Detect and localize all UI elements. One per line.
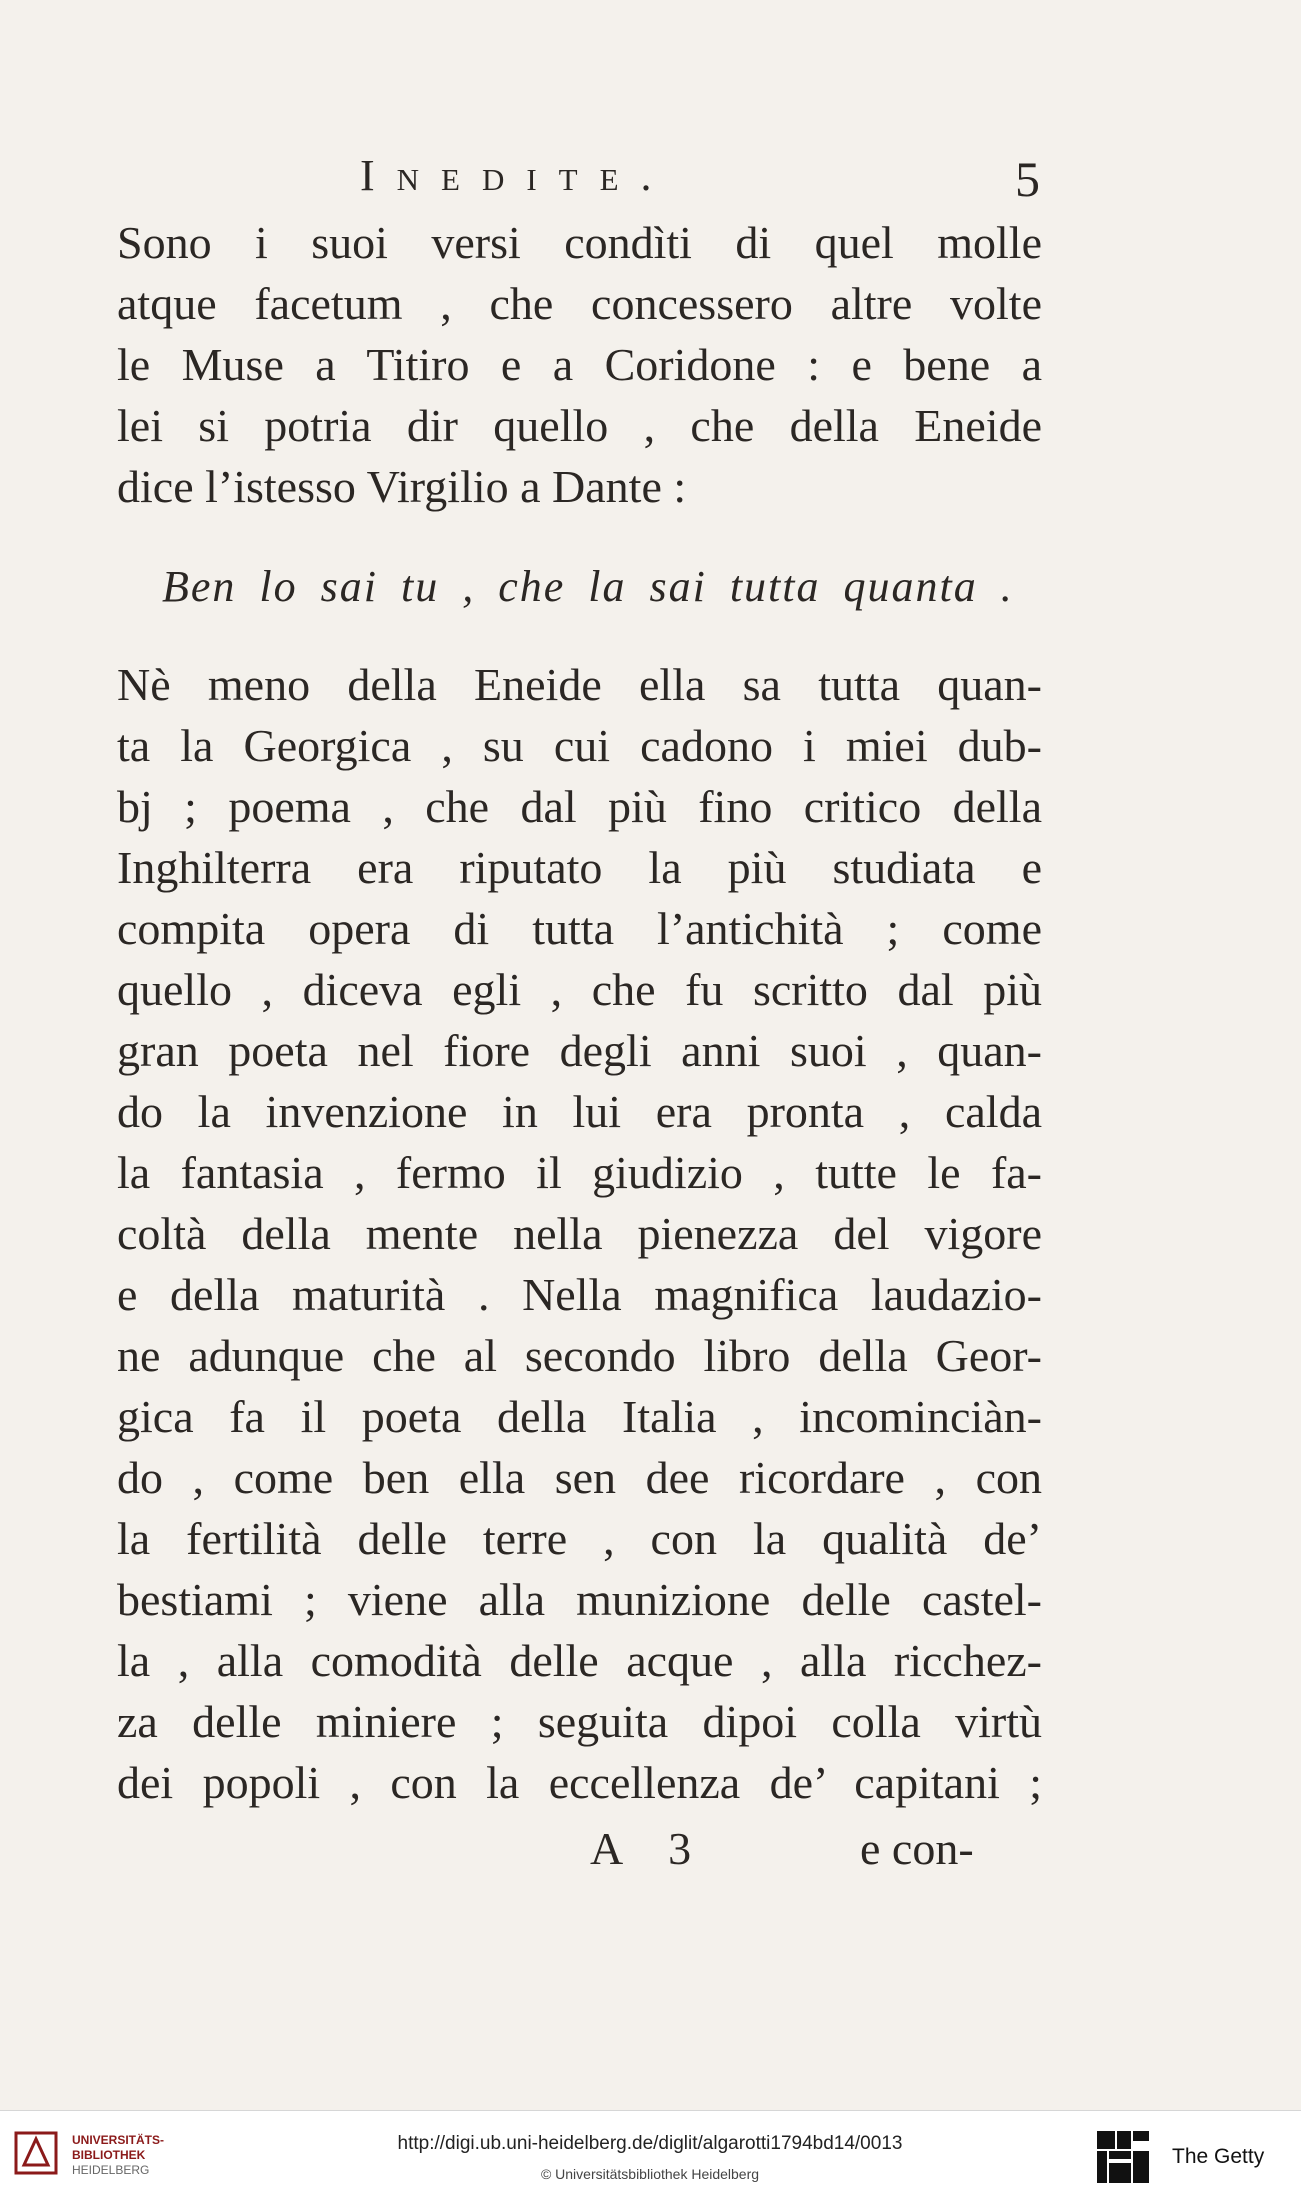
text-line: dei popoli , con la eccellenza de’ capitani ;: [117, 1757, 1042, 1808]
text-line: do la invenzione in lui era pronta , calda: [117, 1086, 1042, 1137]
text-line: bestiami ; viene alla munizione delle castel-: [117, 1574, 1042, 1625]
text-line: ta la Georgica , su cui cadono i miei dub-: [117, 720, 1042, 771]
text-line: ne adunque che al secondo libro della Geor-: [117, 1330, 1042, 1381]
text-line: do , come ben ella sen dee ricordare , con: [117, 1452, 1042, 1503]
signature-mark: A 3: [590, 1823, 710, 1874]
viewer-footer: [0, 2110, 1301, 2203]
text-line: Sono i suoi versi condìti di quel molle: [117, 217, 1042, 268]
verse-quotation: Ben lo sai tu , che la sai tutta quanta .: [162, 562, 1014, 611]
paragraph-1: [117, 212, 1042, 517]
permalink-url[interactable]: http://digi.ub.uni-heidelberg.de/diglit/algarotti1794bd14/0013: [397, 2133, 903, 2154]
page-number: 5: [1015, 151, 1040, 207]
running-head: Inedite.: [360, 151, 674, 200]
text-line: za delle miniere ; seguita dipoi colla virtù: [117, 1696, 1042, 1747]
text-line: la , alla comodità delle acque , alla ricchez-: [117, 1635, 1042, 1686]
university-library-logo-icon: [14, 2131, 58, 2175]
text-line: gica fa il poeta della Italia , incominciàn-: [117, 1391, 1042, 1442]
text-line: e della maturità . Nella magnifica laudazio-: [117, 1269, 1042, 1320]
text-line: dice l’istesso Virgilio a Dante :: [117, 461, 687, 512]
partner-name: The Getty: [1172, 2145, 1265, 2168]
paragraph-2: [117, 654, 1042, 1813]
text-line: le Muse a Titiro e a Coridone : e bene a: [117, 339, 1042, 390]
text-line: coltà della mente nella pienezza del vigore: [117, 1208, 1042, 1259]
text-line: lei si potria dir quello , che della Eneide: [117, 400, 1042, 451]
catchword: e con-: [860, 1823, 974, 1874]
getty-logo-icon: [1095, 2129, 1151, 2185]
text-line: compita opera di tutta l’antichità ; come: [117, 903, 1042, 954]
library-name-line: HEIDELBERG: [72, 2163, 150, 2177]
text-line: Inghilterra era riputato la più studiata e: [117, 842, 1042, 893]
text-line: Nè meno della Eneide ella sa tutta quan-: [117, 659, 1042, 710]
text-line: bj ; poema , che dal più fino critico della: [117, 781, 1042, 832]
library-name: [72, 2133, 164, 2178]
text-line: atque facetum , che concessero altre volte: [117, 278, 1042, 329]
text-line: la fantasia , fermo il giudizio , tutte le fa-: [117, 1147, 1042, 1198]
text-line: gran poeta nel fiore degli anni suoi , quan-: [117, 1025, 1042, 1076]
library-name-line: UNIVERSITÄTS-: [72, 2133, 165, 2147]
text-line: quello , diceva egli , che fu scritto dal più: [117, 964, 1042, 1015]
library-name-line: BIBLIOTHEK: [72, 2148, 146, 2162]
text-line: la fertilità delle terre , con la qualità de’: [117, 1513, 1042, 1564]
copyright-notice: © Universitätsbibliothek Heidelberg: [540, 2166, 760, 2182]
